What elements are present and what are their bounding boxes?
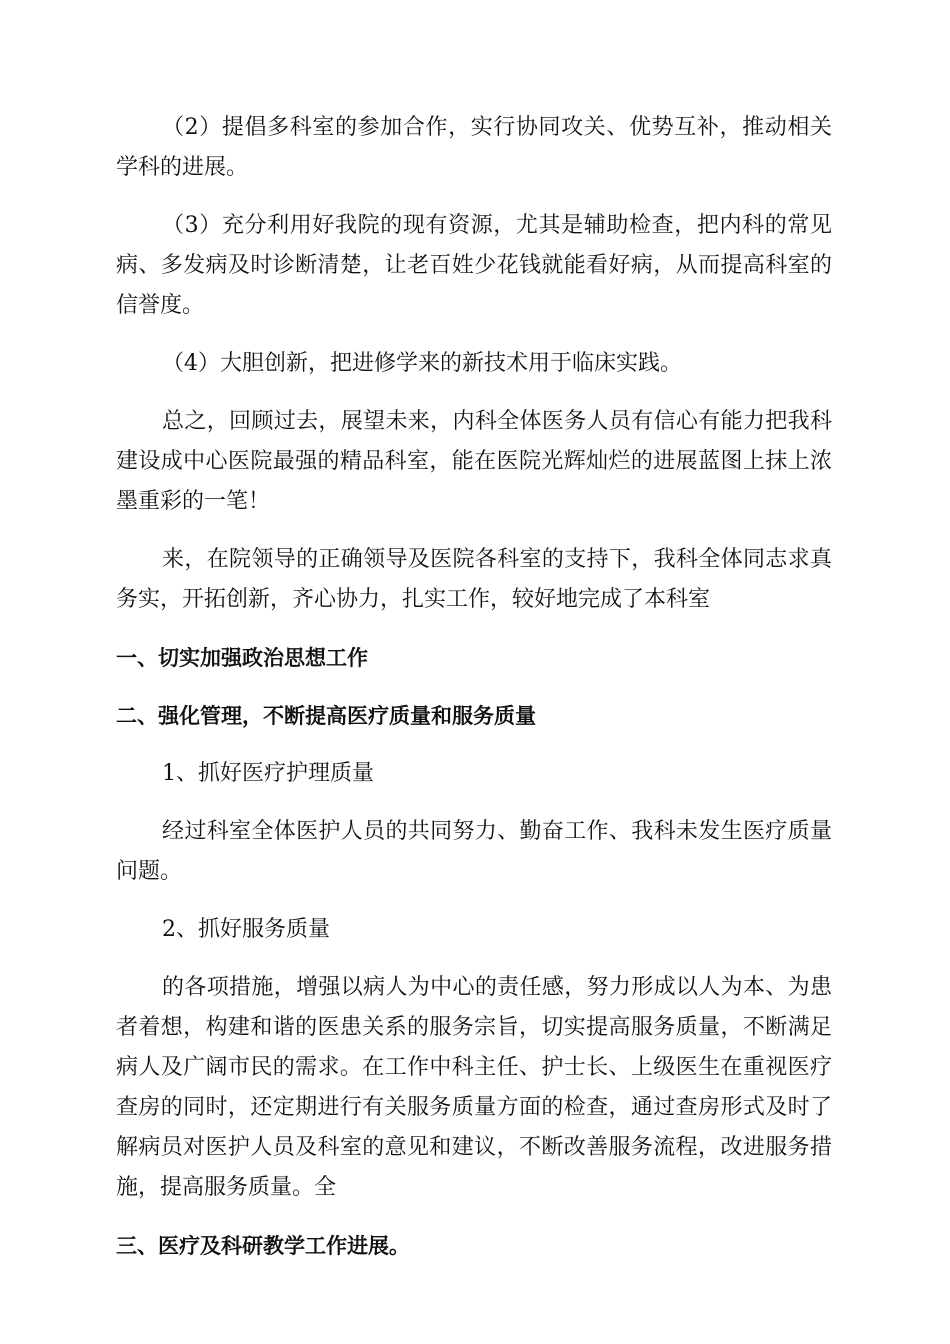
summary-paragraph: 总之，回顾过去，展望未来，内科全体医务人员有信心有能力把我科建设成中心医院最强的精品科室，能在医院光辉灿烂的进展蓝图上抹上浓墨重彩的一笔！ [116,409,832,514]
subheading-1: 1、抓好医疗护理质量 [162,761,374,786]
paragraph-item-2: （2）提倡多科室的参加合作，实行协同攻关、优势互补，推动相关学科的进展。 [116,115,832,180]
paragraph-item-3: （3）充分利用好我院的现有资源，尤其是辅助检查，把内科的常见病、多发病及时诊断清楚，让老百姓少花钱就能看好病，从而提高科室的信誉度。 [116,213,832,318]
quality-paragraph: 经过科室全体医护人员的共同努力、勤奋工作、我科未发生医疗质量问题。 [116,819,832,884]
subheading-2: 2、抓好服务质量 [162,917,330,942]
intro-paragraph: 来，在院领导的正确领导及医院各科室的支持下，我科全体同志求真务实，开拓创新，齐心协力，扎实工作，较好地完成了本科室 [116,547,832,612]
document-body [116,108,832,1284]
section-heading-2: 二、强化管理，不断提高医疗质量和服务质量 [116,704,536,728]
section-heading-3: 三、医疗及科研教学工作进展。 [116,1234,410,1258]
paragraph-item-4: （4）大胆创新，把进修学来的新技术用于临床实践。 [162,351,682,376]
section-heading-1: 一、切实加强政治思想工作 [116,646,368,670]
service-paragraph: 的各项措施，增强以病人为中心的责任感，努力形成以人为本、为患者着想，构建和谐的医患关系的服务宗旨，切实提高服务质量，不断满足病人及广阔市民的需求。在工作中科主任、护士长、上级医生在重视医疗查房的同时，还定期进行有关服务质量方面的检查，通过查房形式及时了解病员对医护人员及科室的意见和建议，不断改善服务流程，改进服务措施，提高服务质量。全 [116,975,832,1200]
